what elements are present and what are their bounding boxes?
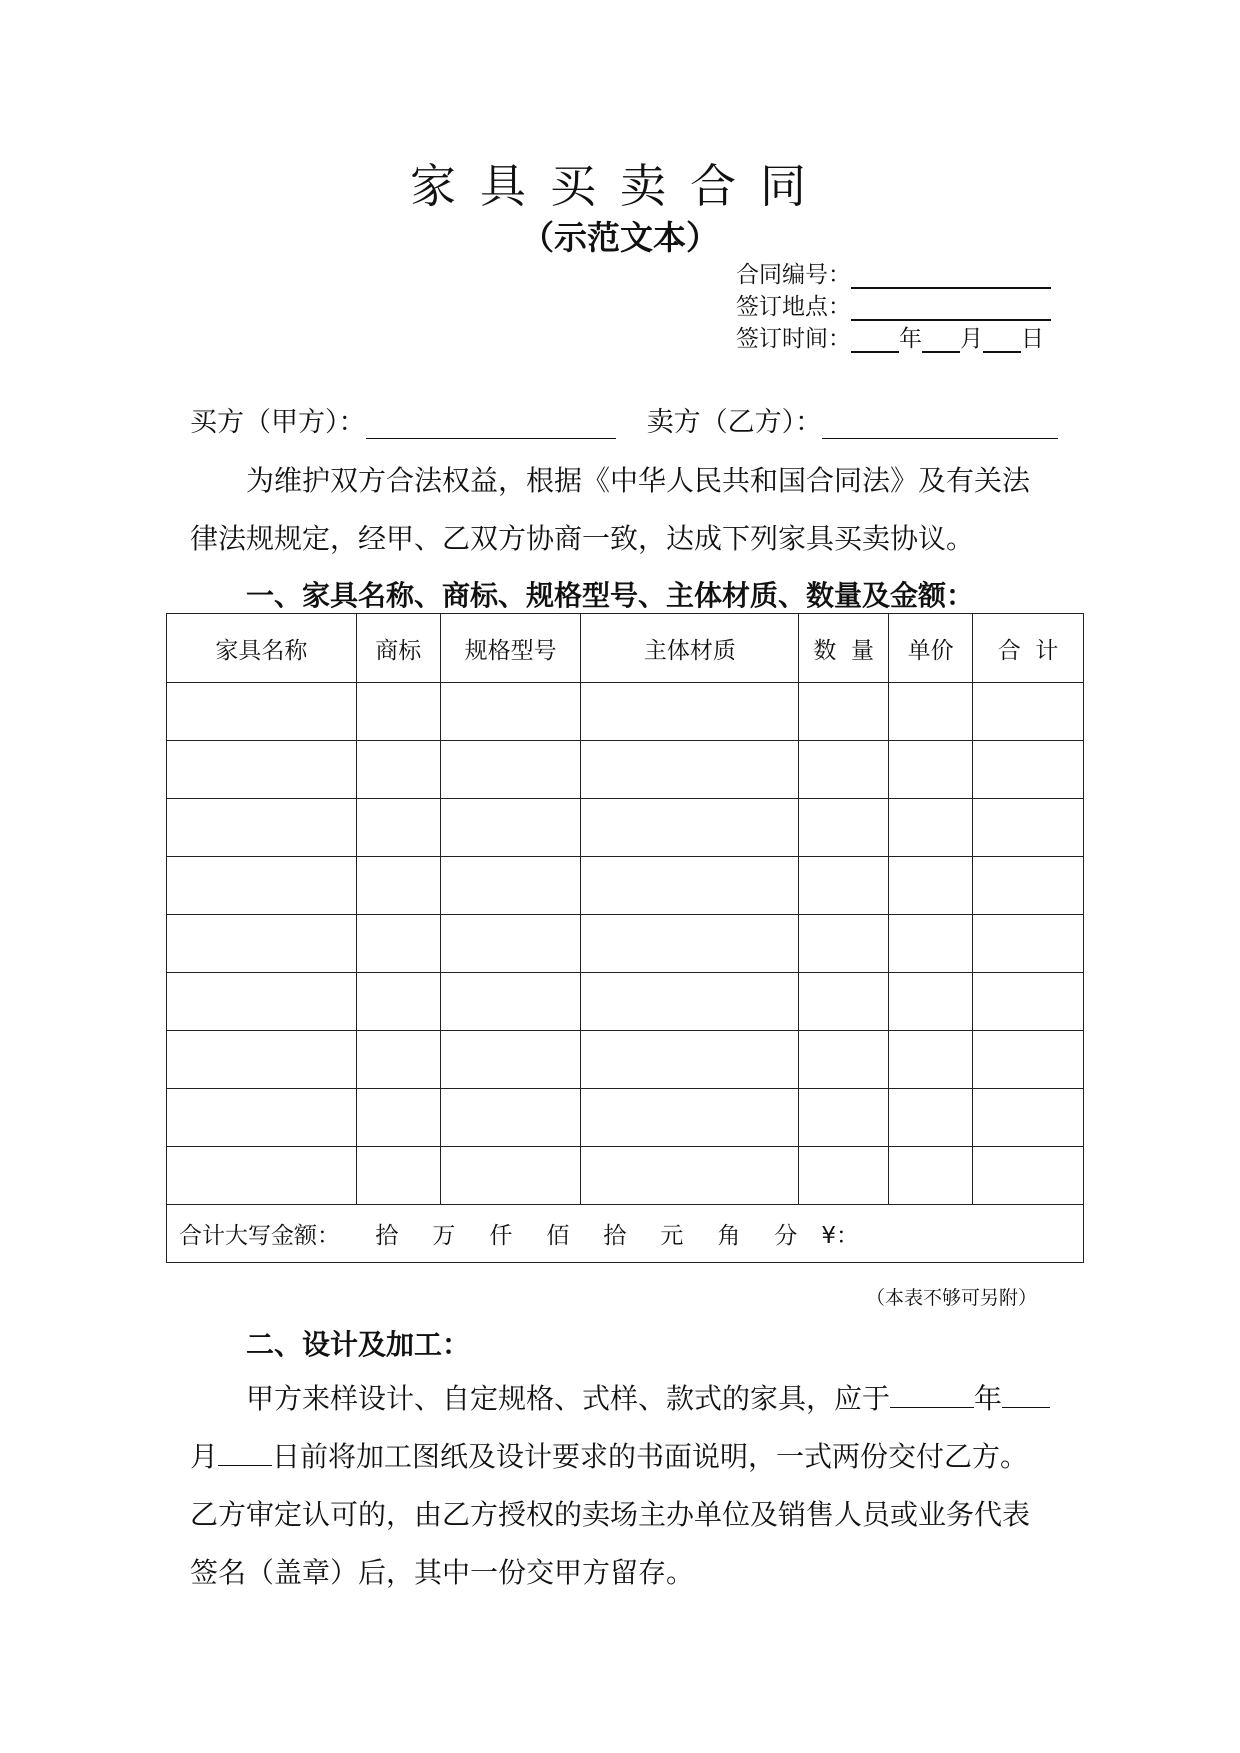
table-cell[interactable] [889,973,973,1031]
section2-text-a: 甲方来样设计、自定规格、式样、款式的家具，应于 [246,1382,891,1415]
table-cell[interactable] [440,1147,581,1205]
table-cell[interactable] [356,683,440,741]
deadline-year-field[interactable] [890,1381,974,1408]
intro-line-1: 为维护双方合法权益，根据《中华人民共和国合同法》及有关法 [246,464,1031,497]
table-cell[interactable] [356,799,440,857]
table-cell[interactable] [581,915,799,973]
sum-unit-label: 拾 [603,1223,627,1249]
sum-unit-label: 仟 [489,1223,513,1249]
table-cell[interactable] [973,1031,1084,1089]
table-cell[interactable] [889,1147,973,1205]
sum-unit-label: 万 [432,1223,456,1249]
table-row [167,1031,1084,1089]
table-cell[interactable] [440,857,581,915]
buyer-field[interactable] [366,410,616,439]
sign-month-label: 月 [960,326,983,352]
table-cell[interactable] [799,1031,889,1089]
section2-line-1 [190,1370,1070,1428]
table-row [167,1147,1084,1205]
table-cell[interactable] [581,1089,799,1147]
table-cell[interactable] [973,799,1084,857]
table-cell[interactable] [167,1031,357,1089]
sign-place-row [736,288,1051,321]
table-cell[interactable] [356,1089,440,1147]
section2-paragraph [190,1370,1070,1602]
section2-text-b: 日前将加工图纸及设计要求的书面说明，一式两份交付乙方。 [272,1440,1029,1473]
table-cell[interactable] [799,1089,889,1147]
table-cell[interactable] [799,915,889,973]
table-cell[interactable] [889,683,973,741]
table-row [167,683,1084,741]
table-cell[interactable] [356,1031,440,1089]
table-cell[interactable] [356,973,440,1031]
table-cell[interactable] [440,1031,581,1089]
sign-place-field[interactable] [851,297,1051,321]
sum-row [167,1205,1084,1263]
table-cell[interactable] [799,683,889,741]
contract-number-field[interactable] [851,265,1051,289]
section2-line-3: 乙方审定认可的，由乙方授权的卖场主办单位及销售人员或业务代表 [190,1498,1031,1531]
table-cell[interactable] [973,915,1084,973]
deadline-day-field[interactable] [218,1439,272,1466]
deadline-month-label: 月 [190,1440,219,1473]
table-cell[interactable] [889,741,973,799]
table-cell[interactable] [356,1147,440,1205]
table-cell[interactable] [581,683,799,741]
table-row [167,1089,1084,1147]
table-row [167,741,1084,799]
table-cell[interactable] [799,1147,889,1205]
table-cell[interactable] [440,741,581,799]
col-total: 合 计 [973,614,1084,683]
sign-place-label: 签订地点： [736,294,851,320]
sign-time-row [736,320,1044,353]
table-cell[interactable] [973,973,1084,1031]
table-cell[interactable] [167,973,357,1031]
table-cell[interactable] [167,1147,357,1205]
table-cell[interactable] [581,973,799,1031]
table-cell[interactable] [889,1089,973,1147]
table-cell[interactable] [581,857,799,915]
table-cell[interactable] [799,799,889,857]
sign-day-label: 日 [1021,326,1044,352]
table-cell[interactable] [799,741,889,799]
table-cell[interactable] [581,1031,799,1089]
sign-time-label: 签订时间： [736,326,851,352]
section1-heading: 一、家具名称、商标、规格型号、主体材质、数量及金额： [246,579,975,612]
intro-paragraph [190,452,1070,568]
sum-unit-label: 元 [660,1223,684,1249]
table-cell[interactable] [167,915,357,973]
contract-number-label: 合同编号： [736,262,851,288]
col-brand: 商标 [356,614,440,683]
table-note: （本表不够可另附） [866,1287,1038,1309]
table-cell[interactable] [581,1147,799,1205]
table-cell[interactable] [440,973,581,1031]
table-cell[interactable] [440,915,581,973]
table-cell[interactable] [889,857,973,915]
buyer-label: 买方（甲方）： [190,407,366,438]
table-row [167,915,1084,973]
sum-unit-label: 佰 [546,1223,570,1249]
sum-label: 合计大写金额： [179,1223,340,1249]
table-row [167,973,1084,1031]
table-row [167,799,1084,857]
col-material: 主体材质 [581,614,799,683]
sign-day-field[interactable] [983,329,1021,353]
intro-line-2: 律法规规定，经甲、乙双方协商一致，达成下列家具买卖协议。 [190,522,975,555]
table-cell[interactable] [581,741,799,799]
table-cell[interactable] [356,857,440,915]
table-cell[interactable] [440,1089,581,1147]
col-unit-price: 单价 [889,614,973,683]
seller-field[interactable] [822,410,1058,439]
table-cell[interactable] [167,1089,357,1147]
table-cell[interactable] [889,915,973,973]
table-cell[interactable] [581,799,799,857]
document-title: 家具买卖合同 [410,159,830,213]
deadline-year-label: 年 [974,1382,1003,1415]
table-cell[interactable] [356,741,440,799]
parties-row [190,400,1058,439]
sum-unit-label: 拾 [375,1223,399,1249]
table-cell[interactable] [973,1147,1084,1205]
table-cell[interactable] [167,741,357,799]
document-subtitle: （示范文本） [521,218,719,257]
furniture-table [166,613,1084,1263]
sum-units [347,1223,859,1249]
table-cell[interactable] [973,857,1084,915]
table-body [167,683,1084,1205]
seller-label: 卖方（乙方）： [646,407,823,438]
table-cell[interactable] [356,915,440,973]
section2-heading: 二、设计及加工： [246,1328,471,1361]
table-cell[interactable] [440,799,581,857]
table-cell[interactable] [167,799,357,857]
sum-unit-label: 分 [774,1223,798,1249]
table-cell[interactable] [889,799,973,857]
table-cell[interactable] [889,1031,973,1089]
sum-cell[interactable] [167,1205,1084,1263]
table-cell[interactable] [799,857,889,915]
table-cell[interactable] [799,973,889,1031]
table-cell[interactable] [167,683,357,741]
contract-number-row [736,256,1051,289]
sum-unit-label: 角 [717,1223,741,1249]
table-header-row [167,614,1084,683]
col-furniture-name: 家具名称 [167,614,357,683]
table-cell[interactable] [440,683,581,741]
col-model: 规格型号 [440,614,581,683]
sign-year-field[interactable] [851,329,899,353]
section2-line-2 [190,1428,1070,1486]
table-cell[interactable] [973,683,1084,741]
sum-unit-label: ¥： [821,1223,859,1249]
table-row [167,857,1084,915]
sign-month-field[interactable] [922,329,960,353]
table-cell[interactable] [167,857,357,915]
deadline-month-field-a[interactable] [1002,1381,1050,1408]
section2-line-4: 签名（盖章）后，其中一份交甲方留存。 [190,1556,695,1589]
table-cell[interactable] [973,1089,1084,1147]
sign-year-label: 年 [899,326,922,352]
table-cell[interactable] [973,741,1084,799]
col-quantity: 数 量 [799,614,889,683]
